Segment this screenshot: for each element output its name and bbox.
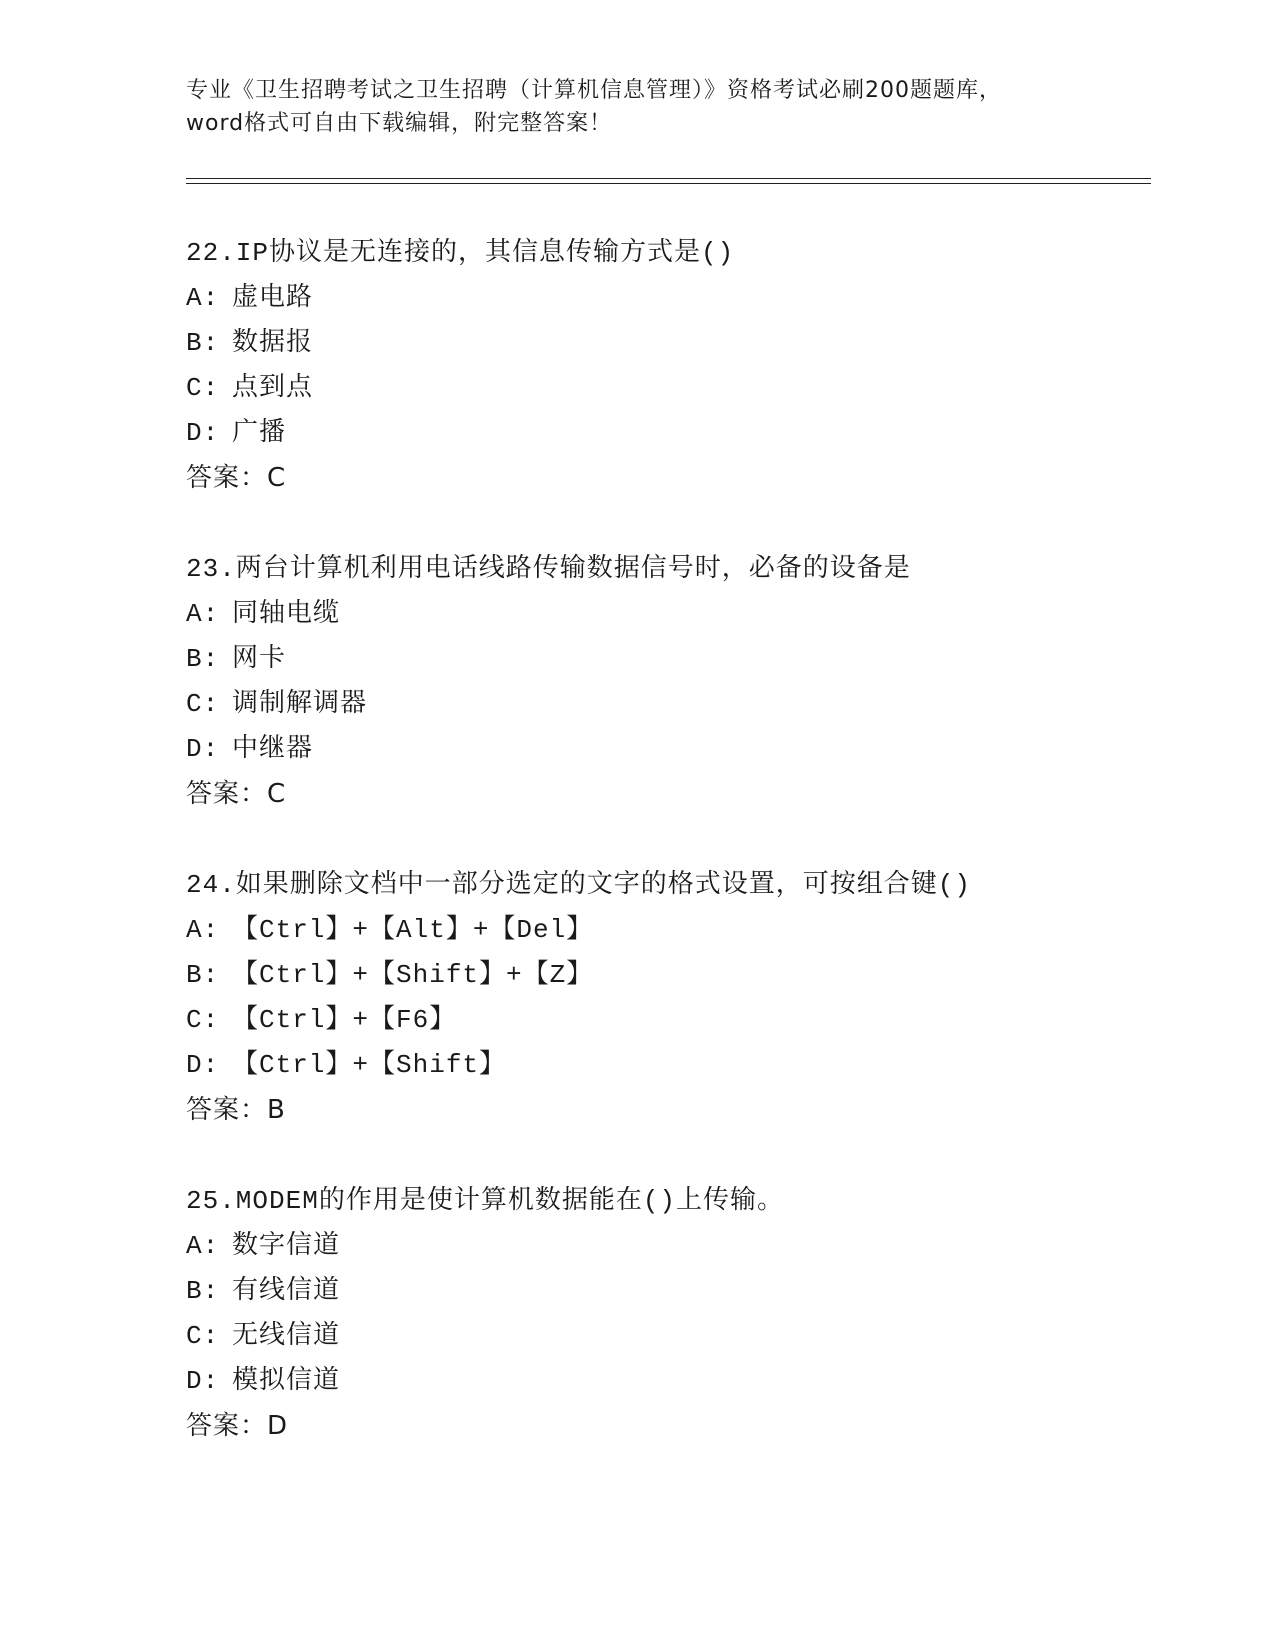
option-letter: C: [186,373,220,403]
option-text: 【Ctrl】+【F6】 [232,1005,457,1035]
question-title: 24.如果删除文档中一部分选定的文字的格式设置，可按组合键() [186,870,972,900]
header-line-2: word格式可自由下载编辑，附完整答案！ [186,111,613,136]
question-title: 23.两台计算机利用电话线路传输数据信号时，必备的设备是 [186,554,911,584]
option-d [186,1359,1166,1404]
question-block [186,231,1166,501]
question-block [186,547,1166,817]
option-d [186,411,1166,456]
option-text: 【Ctrl】+【Alt】+【Del】 [232,915,594,945]
option-text: 数据报 [232,328,314,358]
option-letter: D: [186,418,220,448]
answer-line: 答案：B [186,1095,286,1125]
option-c [186,998,1166,1043]
option-a [186,592,1166,637]
option-letter: D: [186,734,220,764]
option-text: 【Ctrl】+【Shift】 [232,1050,507,1080]
question-block [186,863,1166,1133]
header-divider-top [186,178,1151,179]
option-b [186,321,1166,366]
option-text: 模拟信道 [232,1366,341,1396]
header-line-1: 专业《卫生招聘考试之卫生招聘（计算机信息管理）》资格考试必刷200题题库， [186,78,1002,103]
option-letter: B: [186,1276,220,1306]
answer-line: 答案：D [186,1411,289,1441]
option-d [186,1043,1166,1088]
option-letter: C: [186,1321,220,1351]
answer-line: 答案：C [186,779,287,809]
option-letter: C: [186,1005,220,1035]
option-c [186,1314,1166,1359]
question-title: 25.MODEM的作用是使计算机数据能在()上传输。 [186,1186,785,1216]
option-text: 虚电路 [232,283,314,313]
question-block [186,1179,1166,1449]
option-text: 同轴电缆 [232,599,341,629]
option-d [186,727,1166,772]
question-title: 22.IP协议是无连接的，其信息传输方式是() [186,238,735,268]
option-letter: B: [186,328,220,358]
option-text: 数字信道 [232,1231,341,1261]
option-letter: A: [186,283,220,313]
answer-line: 答案：C [186,463,287,493]
option-text: 调制解调器 [232,689,368,719]
option-text: 点到点 [232,373,314,403]
option-b [186,953,1166,998]
option-letter: A: [186,599,220,629]
option-text: 中继器 [232,734,314,764]
option-text: 【Ctrl】+【Shift】+【Z】 [232,960,594,990]
option-text: 广播 [232,418,287,448]
header-divider-bottom [186,183,1151,184]
option-letter: B: [186,960,220,990]
option-text: 网卡 [232,644,287,674]
option-b [186,637,1166,682]
option-a [186,908,1166,953]
option-letter: B: [186,644,220,674]
option-a [186,276,1166,321]
option-c [186,366,1166,411]
option-text: 无线信道 [232,1321,341,1351]
document-header [186,74,1106,140]
option-letter: A: [186,915,220,945]
option-letter: A: [186,1231,220,1261]
option-letter: D: [186,1050,220,1080]
option-letter: D: [186,1366,220,1396]
option-text: 有线信道 [232,1276,341,1306]
option-c [186,682,1166,727]
option-letter: C: [186,689,220,719]
option-a [186,1224,1166,1269]
option-b [186,1269,1166,1314]
